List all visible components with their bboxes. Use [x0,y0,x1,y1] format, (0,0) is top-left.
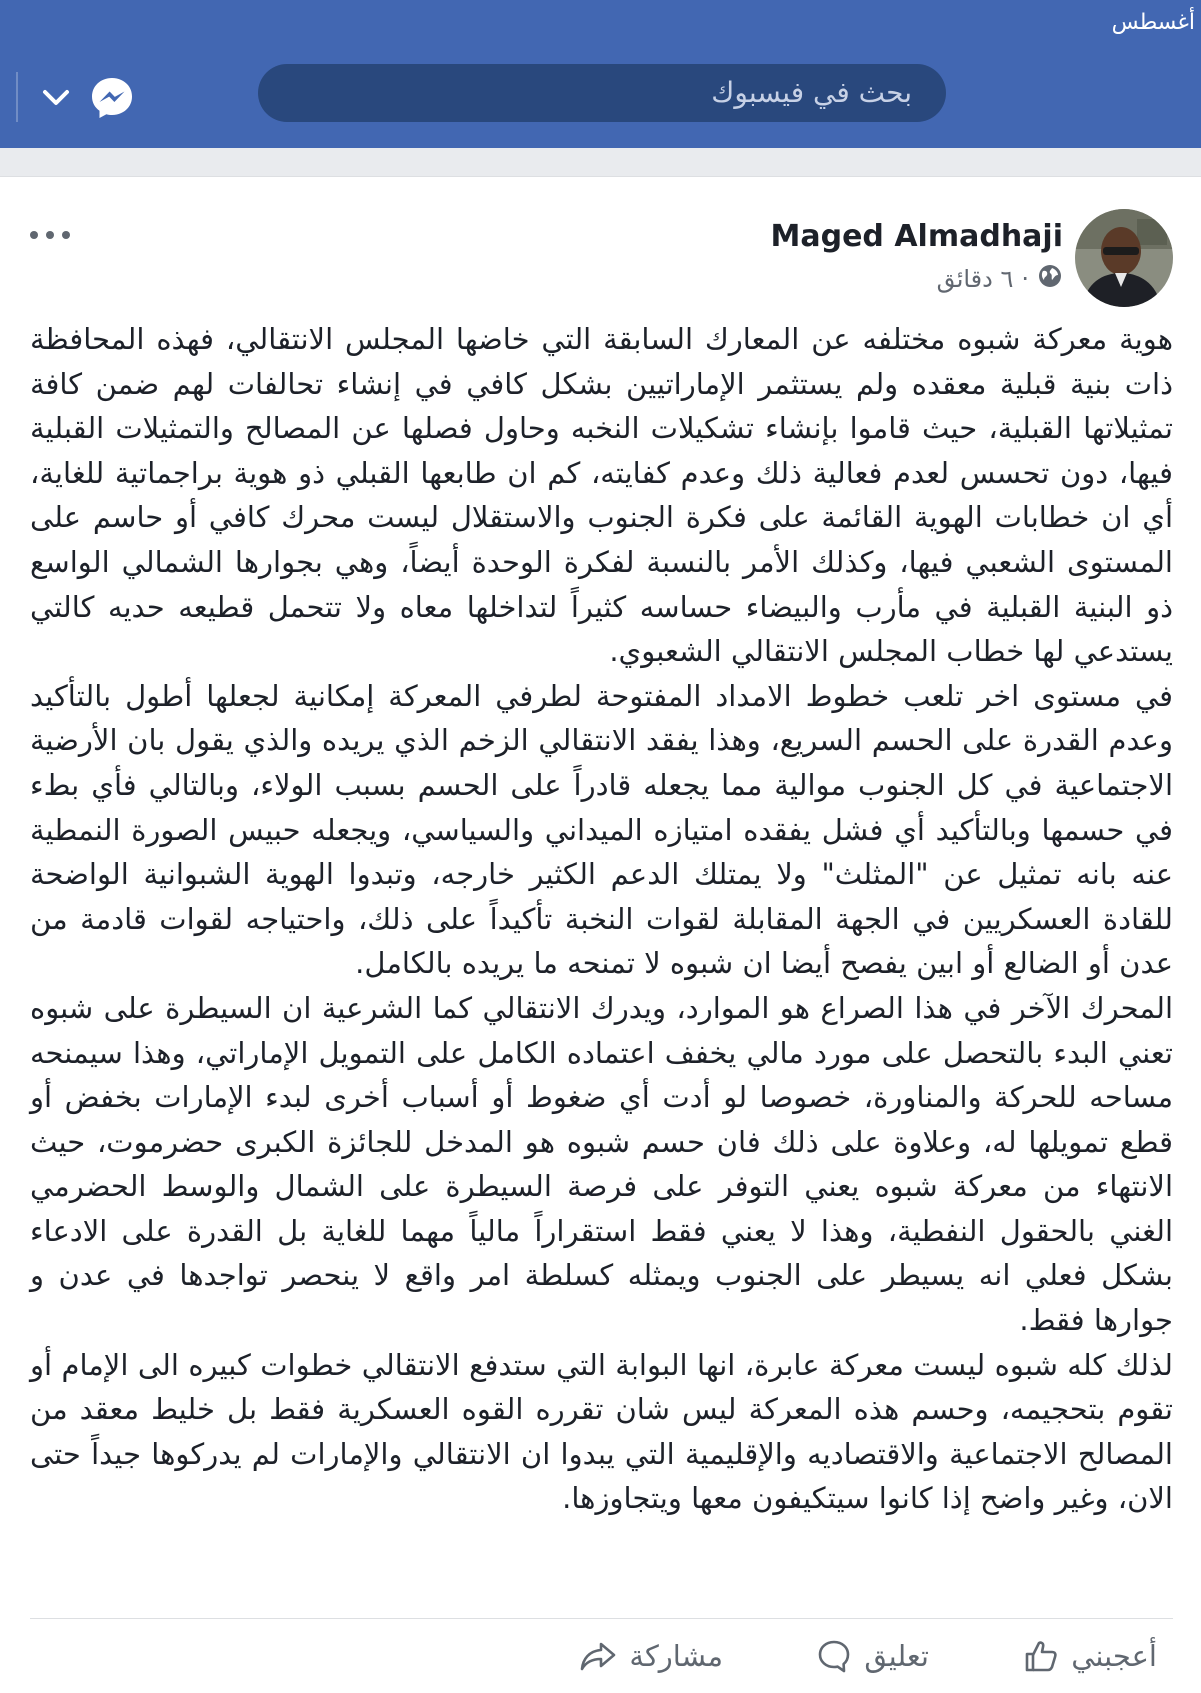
comment-icon [816,1638,852,1674]
search-input[interactable]: بحث في فيسبوك [258,64,946,122]
actions-divider [30,1618,1173,1619]
post-paragraph: في مستوى اخر تلعب خطوط الامداد المفتوحة لطرفي المعركة إمكانية لجعلها أطول بالتأكيد وعدم القدرة على الحسم السريع، وهذا يفقد الانتقالي الزخم الذي يريده والذي يقول بان الأرضية الاجتماعية في كل الجنوب موالية مما يجعله قادراً على الحسم بسبب الولاء، وبالتالي فأي بطء في حسمها وبالتأكيد أي فشل يفقده امتيازه الميداني والسياسي، ويجعله حبيس الصورة النمطية عنه بانه تمثيل عن "المثلث" ولا يمتلك الدعم الكثير خارجه، وتبدوا الهوية الشبوانية الواضحة للقادة العسكريين في الجهة المقابلة لقوات النخبة تأكيداً على ذلك، واحتياجه لقوات قادمة من عدن أو الضالع أو ابين يفصح أيضا ان شبوه لا تمنحه ما يريده بالكامل. [30,678,1173,981]
author-avatar[interactable] [1075,209,1173,307]
post-paragraph: المحرك الآخر في هذا الصراع هو الموارد، ويدرك الانتقالي كما الشرعية ان السيطرة على شبوه تعني البدء بالتحصل على مورد مالي يخفف اعتماده الكامل على التمويل الإماراتي، وهذا سيمنحه مساحه للحركة والمناورة، خصوصا لو أدت أي ضغوط أو أسباب أخرى لبدء الإمارات بخفض أو قطع تمويلها له، وعلاوة على ذلك فان حسم شبوه هو المدخل للجائزة الكبرى حضرموت، حيث الانتهاء من معركة شبوه يعني التوفر على فرصة السيطرة على الشمال والوسط الحضرمي الغني بالحقول النفطية، وهذا لا يعني فقط استقراراً مالياً مهما للغاية بل القدرة على الادعاء بشكل فعلي انه يسيطر على الجنوب ويمثله كسلطة امر واقع لا ينحصر تواجدها في عدن و جوارها فقط. [30,990,1173,1338]
navbar-divider [16,72,18,122]
meta-separator: · [1021,265,1029,293]
post-paragraph: لذلك كله شبوه ليست معركة عابرة، انها البوابة التي ستدفع الانتقالي خطوات كبيره الى الإمام أو تقوم بتحجيمه، وحسم هذه المعركة ليس شان تقرره القوه العسكرية فقط بل خليط معقد من المصالح الاجتماعية والاقتصاديه والإقليمية التي يبدوا ان الانتقالي والإمارات لم يدركوها جيداً حتى الان، وغير واضح إذا كانوا سيتكيفون معها ويتجاوزها. [30,1347,1173,1516]
share-icon [579,1638,617,1674]
like-label: أعجبني [1071,1639,1157,1673]
post-card [0,176,1201,1693]
post-paragraph: هوية معركة شبوه مختلفه عن المعارك السابقة التي خاضها المجلس الانتقالي، فهذه المحافظة ذات بنية قبلية معقده ولم يستثمر الإماراتيين بشكل كافي في إنشاء تحالفات لهم ضمن كافة تمثيلاتها القبلية، حيث قاموا بإنشاء تشكيلات النخبه وحاول فصلها عن المصالح والتمثيلات القبلية فيها، دون تحسس لعدم فعالية ذلك وعدم كفايته، كم ان طابعها القبلي ذو هوية براجماتية للغاية، أي ان خطابات الهوية القائمة على فكرة الجنوب والاستقلال ليست محرك كافي أو حاسم على المستوى الشعبي فيها، وكذلك الأمر بالنسبة لفكرة الوحدة أيضاً، وهي بجوارها الشمالي الواسع ذو البنية القبلية في مأرب والبيضاء حساسه كثيراً لتداخلها معاه ولا تتحمل قطيعه حديه كالتي يستدعي لها خطاب المجلس الانتقالي الشعبوي. [30,322,1173,669]
post-meta [937,263,1063,295]
post-text [30,317,1173,1521]
post-actions [0,1625,1201,1685]
post-time[interactable]: ٦ دقائق [936,265,1014,293]
globe-icon [1037,263,1063,295]
messenger-icon[interactable] [88,74,136,122]
share-button[interactable] [579,1633,723,1679]
thumbs-up-icon [1023,1638,1059,1674]
chevron-down-icon[interactable] [38,80,74,116]
post-author-name[interactable]: Maged Almadhaji [770,219,1063,254]
month-label: أغسطس [1111,10,1195,35]
like-button[interactable] [1023,1633,1157,1679]
comment-button[interactable] [816,1633,929,1679]
top-navigation-bar [0,0,1201,148]
share-label: مشاركة [629,1639,723,1673]
comment-label: تعليق [864,1639,929,1673]
more-options-icon[interactable] [30,227,70,243]
